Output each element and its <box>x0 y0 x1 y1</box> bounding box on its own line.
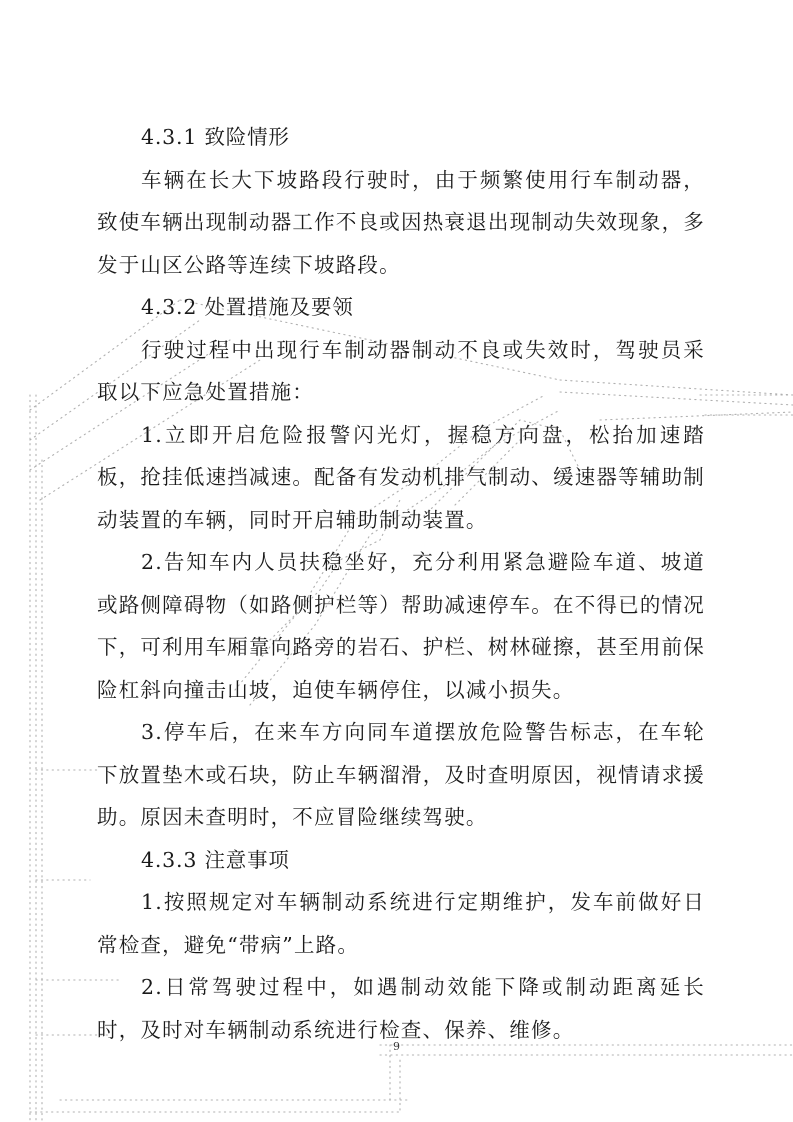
paragraph-measure-3: 3.停车后，在来车方向同车道摆放危险警告标志，在车轮下放置垫木或石块，防止车辆溜滑，及时查明原因，视情请求援助。原因未查明时，不应冒险继续驾驶。 <box>97 720 705 829</box>
document-body <box>97 116 705 1051</box>
section-heading-4-3-3: 4.3.3 注意事项 <box>141 847 290 872</box>
paragraph-measure-2: 2.告知车内人员扶稳坐好，充分利用紧急避险车道、坡道或路侧障碍物（如路侧护栏等）帮助减速停车。在不得已的情况下，可利用车厢靠向路旁的岩石、护栏、树林碰擦，甚至用前保险杠斜向撞击山坡，迫使车辆停住，以减小损失。 <box>97 550 705 702</box>
paragraph-note-2: 2.日常驾驶过程中，如遇制动效能下降或制动距离延长时，及时对车辆制动系统进行检查、保养、维修。 <box>97 975 705 1042</box>
paragraph-measures-intro: 行驶过程中出现行车制动器制动不良或失效时，驾驶员采取以下应急处置措施： <box>97 337 705 404</box>
section-heading-4-3-2: 4.3.2 处置措施及要领 <box>141 295 354 319</box>
paragraph-risk-situation: 车辆在长大下坡路段行驶时，由于频繁使用行车制动器，致使车辆出现制动器工作不良或因热衰退出现制动失效现象，多发于山区公路等连续下坡路段。 <box>97 167 705 277</box>
paragraph-measure-1: 1.立即开启危险报警闪光灯，握稳方向盘，松抬加速踏板，抢挂低速挡减速。配备有发动机排气制动、缓速器等辅助制动装置的车辆，同时开启辅助制动装置。 <box>97 422 705 532</box>
paragraph-note-1: 1.按照规定对车辆制动系统进行定期维护，发车前做好日常检查，避免“带病”上路。 <box>97 890 705 957</box>
page-number: 9 <box>393 1040 400 1053</box>
section-heading-4-3-1: 4.3.1 致险情形 <box>141 125 290 149</box>
